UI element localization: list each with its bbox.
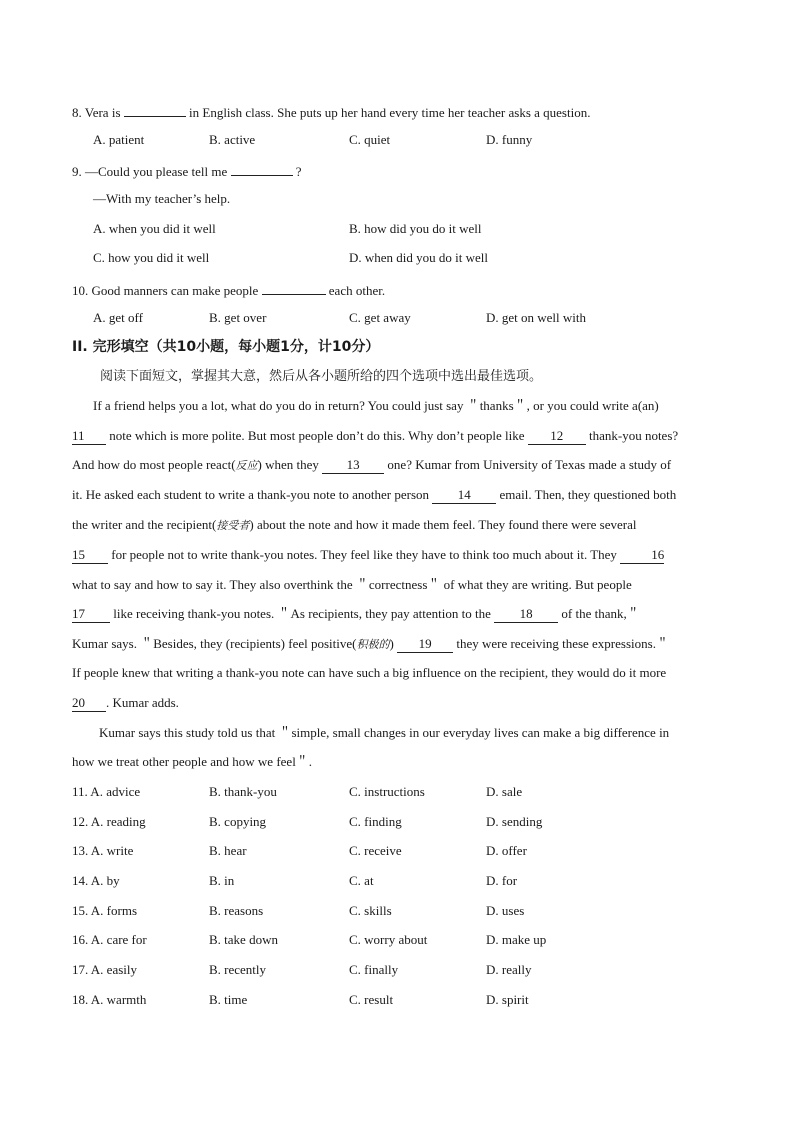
option-d: D. funny [486, 132, 533, 147]
question-8-stem [72, 101, 590, 119]
option-a: 17. A. easily [72, 962, 137, 977]
question-12-options [72, 813, 724, 831]
passage-text: email. Then, they questioned both [499, 487, 677, 502]
passage-line [72, 516, 636, 534]
blank-11: 11 [72, 429, 106, 445]
question-9-reply: —With my teacher’s help. [93, 191, 231, 206]
option-d: D. sending [486, 814, 543, 829]
blank-15: 15 [72, 548, 108, 564]
passage-text: of the thank,＂ [561, 606, 640, 621]
question-16-options [72, 931, 724, 949]
blank-19: 19 [397, 637, 453, 653]
option-a: A. get off [93, 310, 143, 325]
option-b: B. hear [209, 843, 247, 858]
section-title: II. 完形填空（共10小题，每小题1分，计10分） [72, 339, 380, 355]
answer-blank [231, 160, 293, 176]
option-c: C. result [349, 992, 394, 1007]
passage-line [93, 397, 724, 415]
question-8-text-after: in English class. She puts up her hand every time her teacher asks a question. [189, 105, 591, 120]
passage-text: one? Kumar from University of Texas made a study of [387, 457, 672, 472]
question-9-text-after: ? [295, 164, 302, 179]
passage-text: If a friend helps you a lot, what do you do in return? You could just say ＂thanks＂, or you could write a(an) [93, 398, 659, 413]
option-b: B. in [209, 873, 235, 888]
question-18-options [72, 991, 724, 1009]
gloss-cn: 反应 [235, 459, 258, 472]
option-b: B. recently [209, 962, 267, 977]
option-a: A. patient [93, 132, 145, 147]
passage-line [72, 576, 632, 594]
question-8-options [72, 131, 724, 149]
question-10-stem [72, 279, 385, 297]
option-a: 16. A. care for [72, 932, 147, 947]
question-10-text-before: 10. Good manners can make people [72, 283, 259, 298]
gloss-cn: 接受者 [216, 519, 250, 532]
option-c: C. get away [349, 310, 411, 325]
passage-text: they were receiving these expressions.＂ [456, 636, 669, 651]
question-9-options-row-1 [72, 220, 724, 238]
option-b: B. get over [209, 310, 267, 325]
question-13-options [72, 842, 724, 860]
option-c: C. finding [349, 814, 402, 829]
question-10-options [72, 309, 724, 327]
question-15-options [72, 902, 724, 920]
option-a: 15. A. forms [72, 903, 137, 918]
blank-12: 12 [528, 429, 586, 445]
option-d: D. for [486, 873, 518, 888]
option-c: C. how you did it well [93, 250, 210, 265]
option-d: D. spirit [486, 992, 529, 1007]
option-d: D. when did you do it well [349, 250, 489, 265]
passage-text: . Kumar adds. [106, 695, 179, 710]
passage-line [99, 724, 669, 742]
question-9-options-row-2 [72, 249, 724, 267]
option-b: B. take down [209, 932, 278, 947]
option-c: C. finally [349, 962, 399, 977]
passage-text: ) about the note and how it made them feel. They found there were several [249, 517, 637, 532]
question-9-text-before: 9. —Could you please tell me [72, 164, 228, 179]
option-c: C. receive [349, 843, 402, 858]
option-d: D. sale [486, 784, 523, 799]
option-b: B. copying [209, 814, 267, 829]
question-14-options [72, 872, 724, 890]
option-a: 11. A. advice [72, 784, 141, 799]
passage-line [72, 456, 671, 474]
passage-line [72, 635, 669, 653]
passage-text: like receiving thank-you notes. ＂As recipients, they pay attention to the [113, 606, 491, 621]
option-a: 18. A. warmth [72, 992, 147, 1007]
passage-line [72, 427, 724, 445]
question-9-stem [72, 160, 302, 178]
passage-text: Kumar says. ＂Besides, they (recipients) feel positive( [72, 636, 357, 651]
option-c: C. quiet [349, 132, 391, 147]
blank-20: 20 [72, 696, 106, 712]
option-b: B. active [209, 132, 256, 147]
passage-text: for people not to write thank-you notes. They feel like they have to think too much about it. They [111, 547, 617, 562]
passage-line [72, 694, 179, 712]
question-11-options [72, 783, 724, 801]
passage-text: what to say and how to say it. They also overthink the ＂correctness＂ of what they are writing. But people [72, 577, 632, 592]
option-d: D. get on well with [486, 310, 587, 325]
passage-line [72, 546, 664, 564]
passage-text: thank-you notes? [588, 428, 679, 443]
blank-16: 16 [620, 548, 664, 564]
option-b: B. how did you do it well [349, 221, 482, 236]
question-8-text-before: 8. Vera is [72, 105, 121, 120]
option-a: 14. A. by [72, 873, 120, 888]
question-17-options [72, 961, 724, 979]
blank-17: 17 [72, 607, 110, 623]
passage-text: ) when they [257, 457, 319, 472]
section-instruction: 阅读下面短文，掌握其大意，然后从各小题所给的四个选项中选出最佳选项。 [100, 369, 543, 384]
option-d: D. make up [486, 932, 547, 947]
option-d: D. uses [486, 903, 525, 918]
option-b: B. reasons [209, 903, 264, 918]
option-d: D. offer [486, 843, 527, 858]
passage-text: how we treat other people and how we feel＂. [72, 754, 313, 769]
passage-line [72, 664, 666, 682]
blank-18: 18 [494, 607, 558, 623]
option-b: B. time [209, 992, 248, 1007]
passage-text: it. He asked each student to write a thank-you note to another person [72, 487, 430, 502]
passage-line [72, 605, 640, 623]
gloss-cn: 积极的 [356, 638, 390, 651]
passage-text: ) [389, 636, 394, 651]
option-b: B. thank-you [209, 784, 277, 799]
passage-text: And how do most people react( [72, 457, 236, 472]
passage-text: note which is more polite. But most people don’t do this. Why don’t people like [109, 428, 525, 443]
blank-13: 13 [322, 458, 384, 474]
option-a: A. when you did it well [93, 221, 216, 236]
option-a: 12. A. reading [72, 814, 146, 829]
option-c: C. worry about [349, 932, 428, 947]
blank-14: 14 [432, 488, 496, 504]
option-c: C. skills [349, 903, 392, 918]
option-c: C. instructions [349, 784, 425, 799]
answer-blank [262, 279, 326, 295]
passage-text: Kumar says this study told us that ＂simple, small changes in our everyday lives can make a big difference in [99, 725, 670, 740]
passage-line [72, 486, 676, 504]
passage-text: If people knew that writing a thank-you note can have such a big influence on the recipient, they would do it more [72, 665, 667, 680]
option-a: 13. A. write [72, 843, 134, 858]
option-d: D. really [486, 962, 532, 977]
passage-text: the writer and the recipient( [72, 517, 217, 532]
passage-line [72, 753, 312, 771]
question-10-text-after: each other. [328, 283, 386, 298]
answer-blank [124, 101, 186, 117]
option-c: C. at [349, 873, 374, 888]
